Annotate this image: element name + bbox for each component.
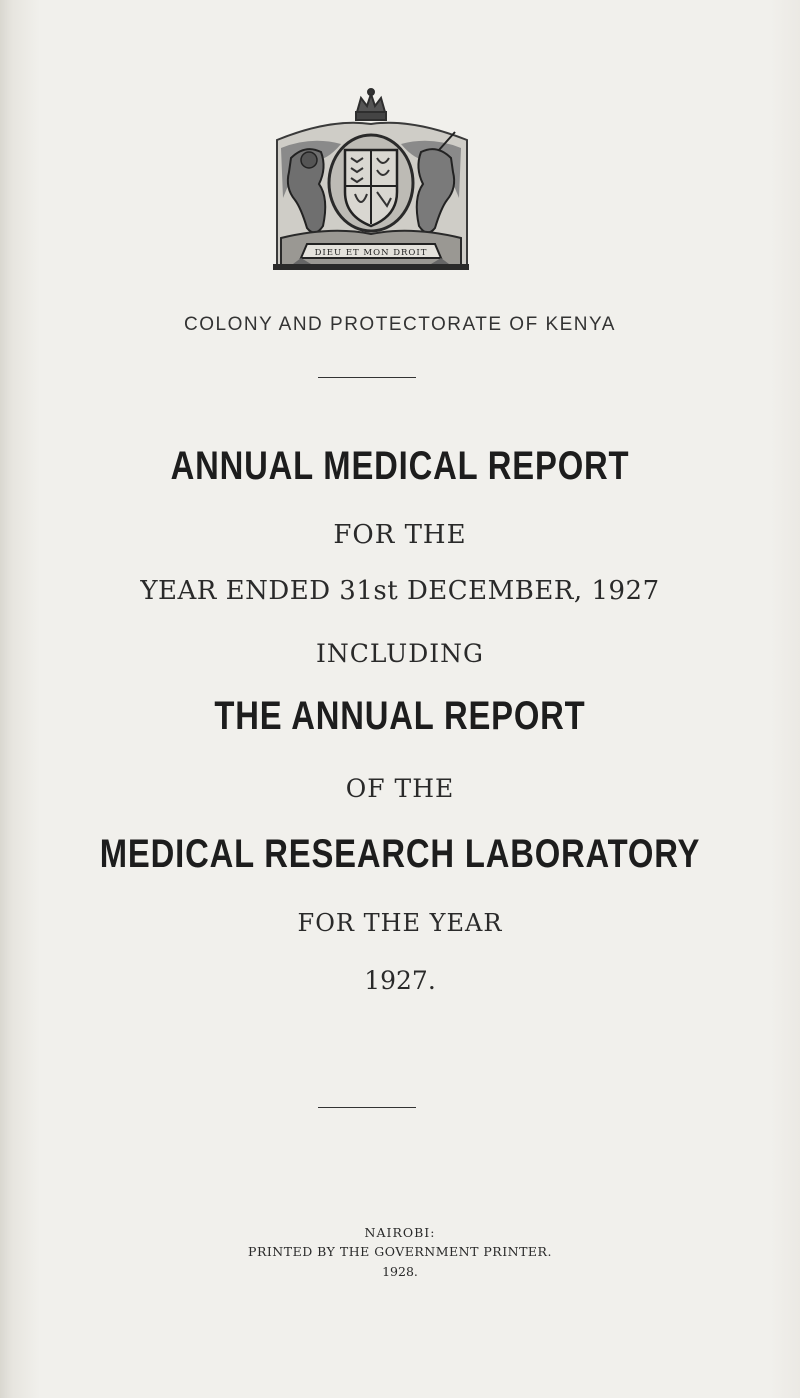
imprint-place: NAIROBI: xyxy=(364,1225,436,1240)
report-title: ANNUAL MEDICAL REPORT xyxy=(170,444,630,488)
colony-heading: COLONY AND PROTECTORATE OF KENYA xyxy=(184,314,616,335)
year-ended-text: YEAR ENDED 31st DECEMBER, 1927 xyxy=(140,576,660,606)
including-text: INCLUDING xyxy=(316,639,484,668)
imprint-year: 1928. xyxy=(382,1264,418,1279)
for-the-text: FOR THE xyxy=(333,520,467,550)
divider-bottom xyxy=(318,1107,416,1108)
royal-coat-of-arms-icon xyxy=(271,88,471,274)
of-the-text: OF THE xyxy=(345,774,455,803)
laboratory-heading: MEDICAL RESEARCH LABORATORY xyxy=(99,832,701,876)
for-the-year-text: FOR THE YEAR xyxy=(297,909,503,937)
report-year: 1927. xyxy=(364,966,436,995)
imprint-printer: PRINTED BY THE GOVERNMENT PRINTER. xyxy=(248,1244,552,1259)
crest-motto: DIEU ET MON DROIT xyxy=(314,248,428,258)
divider-top xyxy=(318,377,416,378)
annual-report-heading: THE ANNUAL REPORT xyxy=(214,694,586,738)
